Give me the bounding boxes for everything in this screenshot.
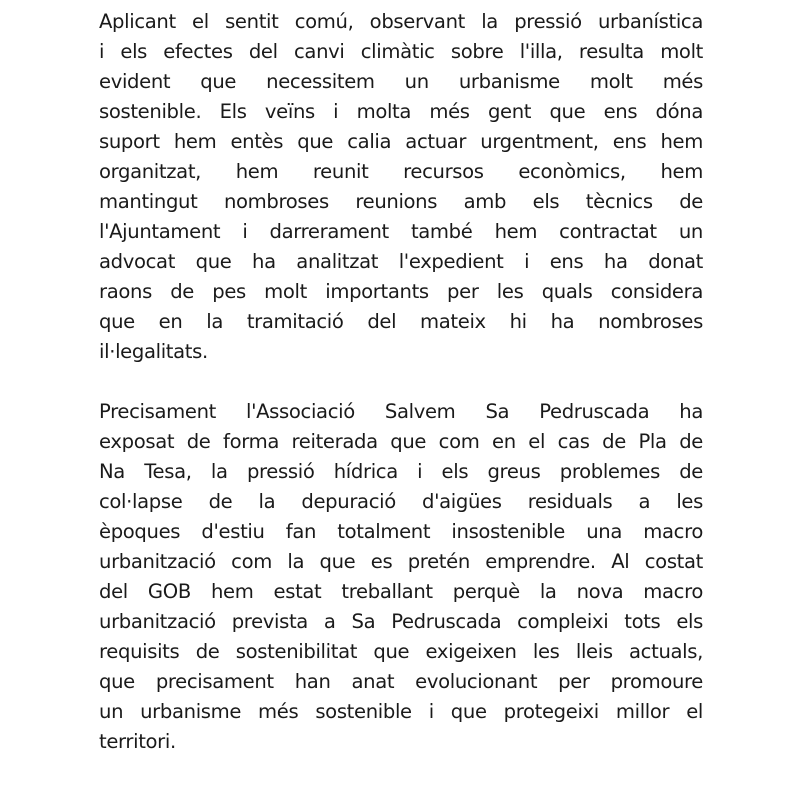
text-line: l'Ajuntament i darrerament també hem contractat un — [99, 220, 703, 243]
text-line: urbanització com la que es pretén emprendre. Al costat — [99, 550, 703, 573]
text-line: organitzat, hem reunit recursos econòmics, hem — [99, 160, 703, 183]
text-line: mantingut nombroses reunions amb els tècnics de — [99, 190, 703, 213]
text-line: sostenible. Els veïns i molta més gent que ens dóna — [99, 100, 703, 123]
text-line: il·legalitats. — [99, 340, 208, 363]
text-line: del GOB hem estat treballant perquè la nova macro — [99, 580, 703, 603]
text-line: requisits de sostenibilitat que exigeixen les lleis actuals, — [99, 640, 703, 663]
text-line: raons de pes molt importants per les quals considera — [99, 280, 703, 303]
text-line: suport hem entès que calia actuar urgentment, ens hem — [99, 130, 703, 153]
text-line: èpoques d'estiu fan totalment insostenible una macro — [99, 520, 703, 543]
text-line: col·lapse de la depuració d'aigües residuals a les — [99, 490, 703, 513]
text-line: un urbanisme més sostenible i que protegeixi millor el — [99, 700, 703, 723]
text-line: evident que necessitem un urbanisme molt més — [99, 70, 703, 93]
text-line: Na Tesa, la pressió hídrica i els greus problemes de — [99, 460, 703, 483]
text-line: i els efectes del canvi climàtic sobre l'illa, resulta molt — [99, 40, 703, 63]
article-body — [99, 7, 703, 787]
text-line: urbanització prevista a Sa Pedruscada compleixi tots els — [99, 610, 703, 633]
paragraph-1 — [99, 7, 703, 367]
text-line: Precisament l'Associació Salvem Sa Pedruscada ha — [99, 400, 703, 423]
paragraph-2 — [99, 397, 703, 757]
text-line: territori. — [99, 730, 176, 753]
text-line: que en la tramitació del mateix hi ha nombroses — [99, 310, 703, 333]
text-line: exposat de forma reiterada que com en el cas de Pla de — [99, 430, 703, 453]
text-line: advocat que ha analitzat l'expedient i ens ha donat — [99, 250, 703, 273]
text-line: que precisament han anat evolucionant per promoure — [99, 670, 703, 693]
text-line: Aplicant el sentit comú, observant la pressió urbanística — [99, 10, 703, 33]
